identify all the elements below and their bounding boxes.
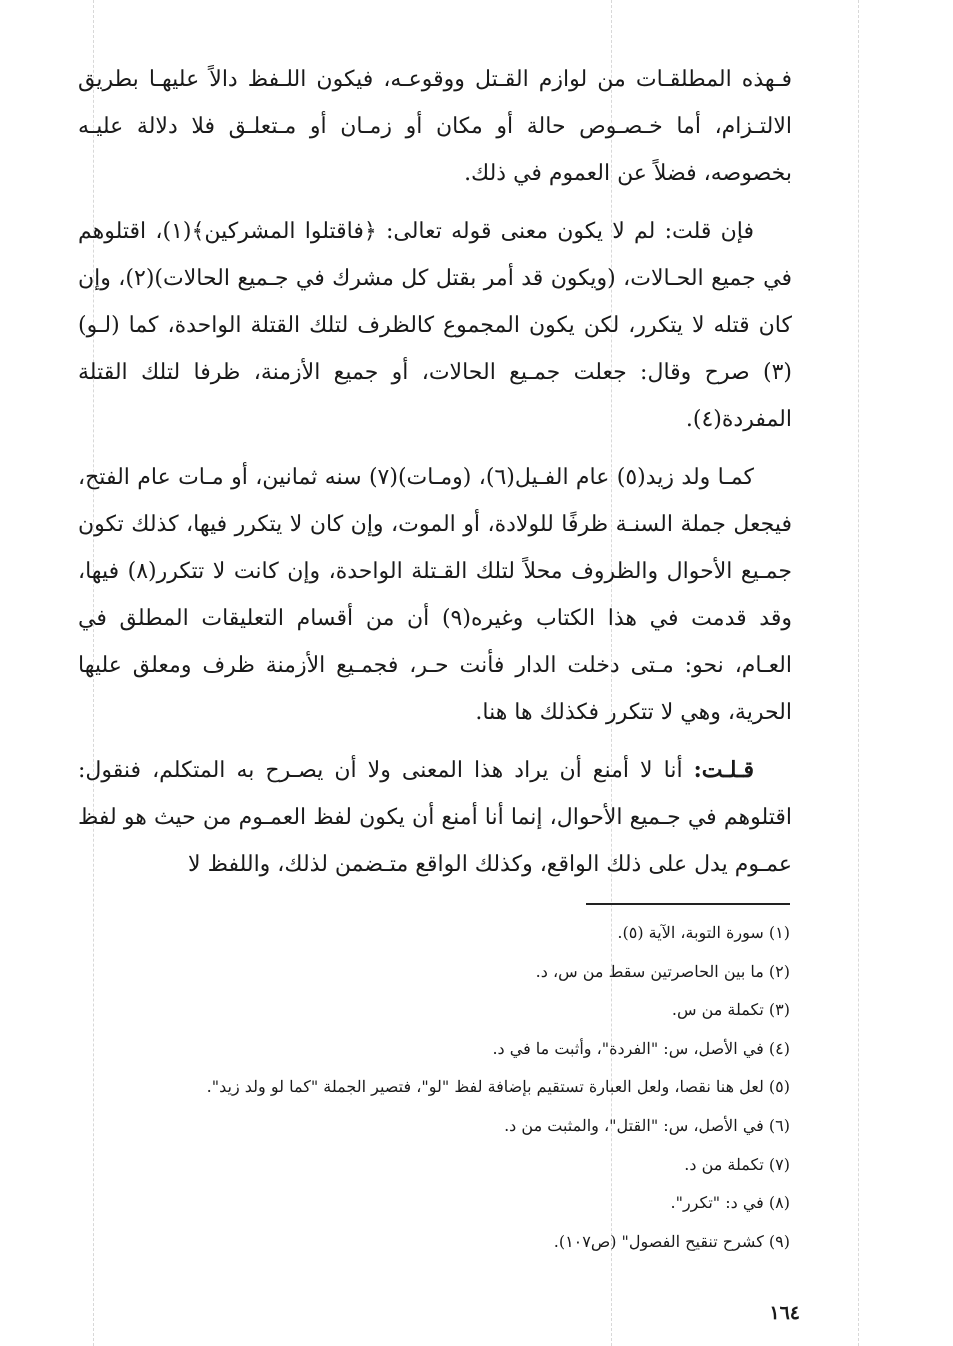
paragraph-1 bbox=[78, 56, 792, 197]
paragraph-2 bbox=[78, 208, 792, 443]
footnote-item: (١) سورة التوبة، الآية (٥). bbox=[617, 923, 790, 942]
footnote-item: (٨) في د: "تكرر". bbox=[670, 1193, 790, 1213]
footnote-item: (٦) في الأصل، س: "القتل"، والمثبت من د. bbox=[504, 1115, 790, 1135]
paragraph-4-lead-word: قـلـت: bbox=[693, 757, 754, 783]
footnote-item: (٤) في الأصل، س: "الفردة"، وأثبت ما في د. bbox=[492, 1038, 790, 1058]
footnote-item: (٢) ما بين الحاصرتين سقط من س، د. bbox=[535, 961, 790, 981]
page-number: ١٦٤ bbox=[769, 1302, 800, 1324]
footnote-item: (٣) تكملة من س. bbox=[671, 1000, 790, 1020]
footnote-item: (٩) كشرح تنقيح الفصول" (ص١٠٧). bbox=[553, 1231, 790, 1251]
paragraph-2-text: فإن قلت: لم لا يكون معنى قوله تعالى: ﴿فاقتلوا المشركين﴾(١)، اقتلوهم في جميع الحـالات، (ويكون قد أمر بقتل كل مشرك في جـميع الحالات)(٢)، وإن كان قتله لا يتكرر، لكن يكون المجموع كالظرف لتلك القتلة الواحدة، كما (لـو)(٣) صرح وقال: جعلت جمـيع الحالات، أو جميع الأزمنة، ظرفا لتلك القتلة المفردة(٤). bbox=[78, 219, 792, 432]
paragraph-3 bbox=[78, 454, 792, 736]
footnote-item: (٧) تكملة من د. bbox=[684, 1154, 790, 1174]
paragraph-3-text: كمـا ولد زيد(٥) عام الفـيل(٦)، (ومـات)(٧) سنه ثمانين، أو مـات عام الفتح، فيجعل جملة السنـة ظرفًا للولادة، أو الموت، وإن كان لا يتكرر فيها، كذلك تكون جمـيع الأحوال والظروف محلاً لتلك القـتلة الواحدة، وإن كانت لا تتكرر(٨) فيها، وقد قدمت في هذا الكتاب وغيره(٩) أن من أقسام التعليقات المطلق في العـام، نحو: مـتى دخلت الدار فأنت حـر، فجمـيع الأزمنة ظرف ومعلق عليها الحرية، وهي لا تتكرر فكذلك ها هنا. bbox=[78, 465, 792, 725]
footnote-separator bbox=[586, 903, 790, 905]
paragraph-4-text: أنا لا أمنع أن يراد هذا المعنى ولا أن يصـرح به المتكلم، فنقول: اقتلوهم في جـميع الأحوال، إنما أنا أمنع أن يكون لفظ العمـوم من حيث هو لفظ عمـوم يدل على ذلك الواقع، وكذلك الواقع متـضمن لذلك، واللفظ لا bbox=[78, 758, 792, 877]
paragraph-4 bbox=[78, 747, 792, 888]
paragraph-1-text: فـهذه المطلقـات من لوازم القـتل ووقوعـه، فيكون اللـفظ دالاً عليهـا بطريق الالتـزام، أما خـصـوص حالة أو مكان أو زمـان أو مـتعلـق فلا دلالة عليـه بخصوصه، فضلاً عن العموم في ذلك. bbox=[78, 67, 792, 186]
footnote-item: (٥) لعل هنا نقصا، ولعل العبارة تستقيم بإضافة لفظ "لو"، فتصير الجملة "كما لو ولد زيد". bbox=[206, 1077, 790, 1097]
footnotes-list bbox=[78, 914, 790, 1261]
main-text bbox=[78, 56, 792, 899]
scan-fold-line-right bbox=[858, 0, 859, 1346]
